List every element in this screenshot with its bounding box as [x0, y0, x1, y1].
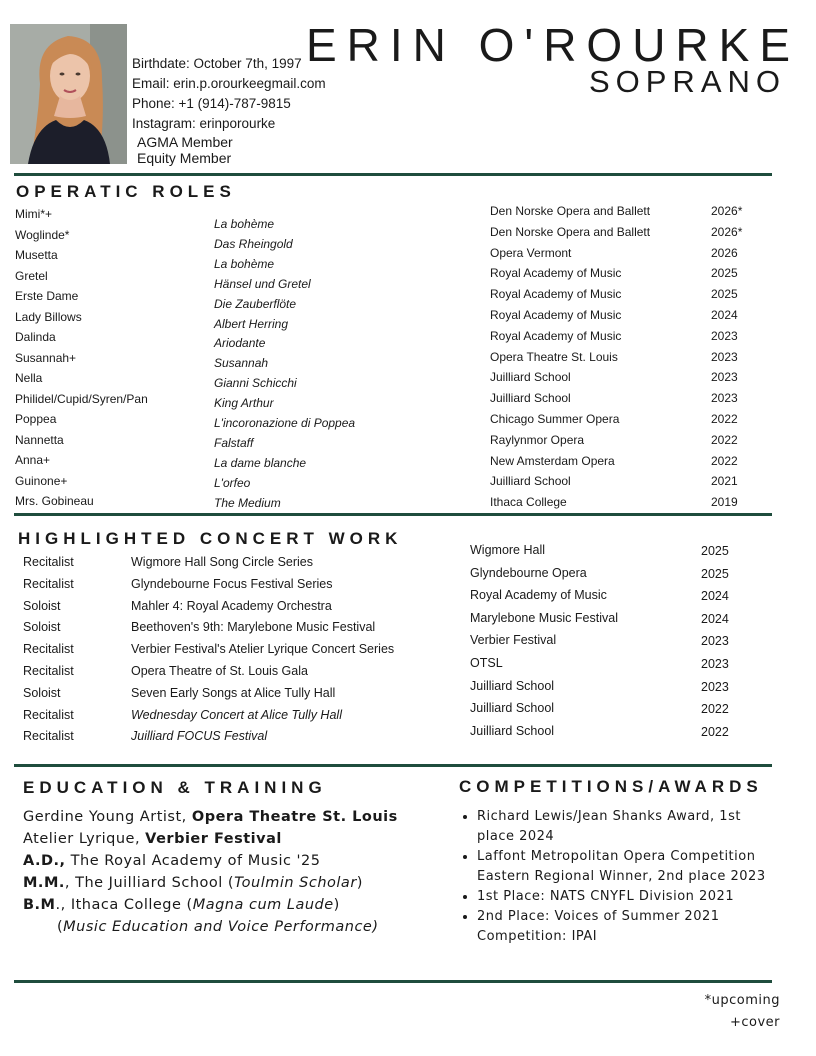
- role-year: 2026: [711, 245, 738, 260]
- company-name: Juilliard School: [490, 474, 571, 489]
- role-year: 2023: [711, 391, 738, 406]
- education-item: [23, 806, 398, 828]
- honor: Toulmin Scholar: [234, 875, 357, 891]
- divider: [14, 764, 772, 767]
- company-name: Den Norske Opera and Ballett: [490, 224, 651, 239]
- opera-title: Susannah: [214, 356, 269, 371]
- education-heading: EDUCATION & TRAINING: [23, 778, 327, 797]
- concert-year: 2023: [701, 657, 729, 671]
- agma-membership: AGMA Member: [137, 134, 233, 150]
- portrait-image: [10, 24, 127, 164]
- performer-name: ERIN O'ROURKE: [305, 19, 800, 71]
- major: Music Education and Voice Performance): [63, 919, 379, 935]
- role-name: Susannah+: [15, 350, 77, 365]
- degree: M.M.: [23, 875, 65, 891]
- role-name: Woglinde*: [15, 227, 70, 242]
- company-name: Ithaca College: [490, 495, 567, 510]
- education-text: Gerdine Young Artist,: [23, 809, 192, 825]
- education-item: [23, 916, 398, 938]
- opera-title: Albert Herring: [214, 316, 289, 331]
- company-name: Juilliard School: [490, 391, 571, 406]
- role-year: 2021: [711, 474, 738, 489]
- phone[interactable]: Phone: +1 (914)-787-9815: [132, 96, 291, 111]
- instagram[interactable]: Instagram: erinporourke: [132, 116, 276, 131]
- awards-heading: COMPETITIONS/AWARDS: [459, 777, 763, 796]
- honor: Magna cum Laude: [192, 897, 334, 913]
- concert-role: Soloist: [23, 620, 61, 635]
- opera-title: Falstaff: [214, 435, 254, 450]
- role-year: 2022: [711, 453, 738, 468]
- concert-role: Recitalist: [23, 664, 74, 678]
- award-item: • 1st Place: NATS CNYFL Division 2021: [477, 887, 770, 907]
- company-name: Royal Academy of Music: [490, 308, 622, 322]
- company-name: New Amsterdam Opera: [490, 453, 615, 468]
- opera-title: King Arthur: [214, 396, 274, 411]
- role-name: Guinone+: [15, 473, 68, 488]
- role-year: 2026*: [711, 204, 743, 218]
- education-text: The Royal Academy of Music '25: [65, 853, 321, 869]
- concert-event: Opera Theatre of St. Louis Gala: [131, 664, 308, 678]
- education-item: [23, 850, 398, 872]
- education-text: (: [57, 919, 64, 935]
- role-name: Erste Dame: [15, 289, 79, 303]
- role-year: 2022: [711, 412, 738, 426]
- company-name: Royal Academy of Music: [490, 287, 622, 302]
- education-text: ): [333, 897, 340, 913]
- concert-role: Recitalist: [23, 555, 74, 569]
- opera-title: La bohème: [214, 217, 275, 231]
- profile-photo: [10, 24, 127, 164]
- company-name: Opera Theatre St. Louis: [490, 349, 618, 364]
- concert-role: Recitalist: [23, 707, 74, 722]
- concert-venue: Juilliard School: [470, 723, 555, 738]
- opera-title: La dame blanche: [214, 455, 307, 470]
- concert-year: 2023: [701, 634, 729, 649]
- company-name: Royal Academy of Music: [490, 328, 622, 343]
- award-item: • Richard Lewis/Jean Shanks Award, 1st place 2024: [477, 807, 770, 847]
- concert-event: Verbier Festival's Atelier Lyrique Concert Series: [131, 642, 395, 657]
- role-year: 2026*: [711, 224, 743, 239]
- role-name: Poppea: [15, 412, 57, 426]
- concert-venue: Royal Academy of Music: [470, 588, 607, 603]
- education-institution: Verbier Festival: [145, 831, 282, 847]
- opera-title: Hänsel und Gretel: [214, 276, 311, 291]
- opera-title: The Medium: [214, 495, 281, 510]
- awards-list: [460, 807, 770, 947]
- role-year: 2023: [711, 349, 738, 364]
- concert-venue: Juilliard School: [470, 678, 555, 693]
- concert-work-heading: HIGHLIGHTED CONCERT WORK: [18, 529, 403, 548]
- award-item: • 2nd Place: Voices of Summer 2021 Competition: IPAI: [477, 907, 770, 947]
- award-item: • Laffont Metropolitan Opera Competition Eastern Regional Winner, 2nd place 2023: [477, 847, 770, 887]
- concert-venue: Wigmore Hall: [470, 543, 546, 557]
- concert-role: Recitalist: [23, 576, 74, 591]
- role-year: 2025: [711, 266, 738, 281]
- role-year: 2019: [711, 495, 738, 510]
- voice-type: SOPRANO: [588, 64, 786, 99]
- company-name: Juilliard School: [490, 370, 571, 385]
- degree: B.M: [23, 897, 56, 913]
- role-name: Anna+: [15, 453, 51, 467]
- company-name: Chicago Summer Opera: [490, 412, 620, 426]
- role-year: 2023: [711, 328, 738, 343]
- role-year: 2025: [711, 287, 738, 302]
- concert-year: 2022: [701, 724, 729, 739]
- concert-venue: Verbier Festival: [470, 633, 557, 648]
- concert-event: Seven Early Songs at Alice Tully Hall: [131, 685, 336, 700]
- divider: [14, 980, 772, 983]
- education-text: Atelier Lyrique,: [23, 831, 146, 847]
- footnote-upcoming: *upcoming: [704, 993, 780, 1008]
- concert-role: Recitalist: [23, 729, 74, 744]
- concert-venue: Glyndebourne Opera: [470, 565, 587, 580]
- divider: [14, 173, 772, 176]
- concert-year: 2025: [701, 566, 729, 581]
- concert-year: 2024: [701, 589, 729, 604]
- role-year: 2022: [711, 432, 738, 447]
- company-name: Den Norske Opera and Ballett: [490, 204, 651, 218]
- education-text: ): [356, 875, 363, 891]
- role-name: Mimi*+: [15, 207, 53, 221]
- equity-membership: Equity Member: [137, 150, 232, 166]
- role-name: Nannetta: [15, 432, 64, 447]
- concert-year: 2022: [701, 702, 729, 717]
- concert-role: Recitalist: [23, 642, 74, 657]
- concert-venue: Marylebone Music Festival: [470, 610, 618, 625]
- opera-title: L'incoronazione di Poppea: [214, 416, 356, 430]
- concert-event: Juilliard FOCUS Festival: [131, 729, 268, 744]
- company-name: Royal Academy of Music: [490, 266, 622, 281]
- opera-title: Ariodante: [214, 336, 266, 351]
- concert-event: Beethoven's 9th: Marylebone Music Festival: [131, 620, 376, 635]
- role-name: Mrs. Gobineau: [15, 494, 94, 508]
- company-name: Raylynmor Opera: [490, 432, 585, 447]
- degree: A.D.,: [23, 853, 66, 869]
- opera-title: L'orfeo: [214, 475, 251, 490]
- education-item: [23, 872, 398, 894]
- role-year: 2024: [711, 308, 738, 322]
- education-item: [23, 894, 398, 916]
- role-year: 2023: [711, 370, 738, 385]
- contact-info: [132, 54, 326, 166]
- concert-venue: Juilliard School: [470, 701, 555, 716]
- email[interactable]: Email: erin.p.orourkeegmail.com: [132, 76, 326, 91]
- role-name: Philidel/Cupid/Syren/Pan: [15, 391, 148, 406]
- education-institution: Opera Theatre St. Louis: [191, 809, 398, 825]
- birthdate: Birthdate: October 7th, 1997: [132, 56, 302, 71]
- concert-event: Glyndebourne Focus Festival Series: [131, 576, 333, 591]
- education-list: [23, 806, 398, 938]
- concert-venue: OTSL: [470, 656, 503, 670]
- role-name: Musetta: [15, 248, 58, 262]
- education-item: [23, 828, 398, 850]
- education-text: , The Juilliard School (: [64, 875, 235, 891]
- opera-title: Gianni Schicchi: [214, 376, 297, 391]
- role-name: Nella: [15, 371, 43, 385]
- education-text: ., Ithaca College (: [55, 897, 193, 913]
- concert-role: Soloist: [23, 685, 61, 700]
- opera-title: Das Rheingold: [214, 236, 293, 251]
- concert-event: Wigmore Hall Song Circle Series: [131, 555, 314, 569]
- concert-year: 2023: [701, 679, 729, 694]
- opera-title: Die Zauberflöte: [214, 296, 297, 311]
- concert-event: Mahler 4: Royal Academy Orchestra: [131, 598, 332, 613]
- role-name: Dalinda: [15, 330, 56, 344]
- company-name: Opera Vermont: [490, 245, 572, 260]
- role-name: Lady Billows: [15, 309, 82, 324]
- footnote-cover: +cover: [729, 1015, 780, 1030]
- concert-role: Soloist: [23, 598, 61, 613]
- concert-year: 2025: [701, 544, 729, 558]
- opera-title: La bohème: [214, 256, 275, 271]
- concert-event: Wednesday Concert at Alice Tully Hall: [131, 707, 342, 722]
- concert-year: 2024: [701, 611, 729, 626]
- role-name: Gretel: [15, 268, 48, 283]
- divider: [14, 513, 772, 516]
- operatic-roles-heading: OPERATIC ROLES: [16, 182, 236, 201]
